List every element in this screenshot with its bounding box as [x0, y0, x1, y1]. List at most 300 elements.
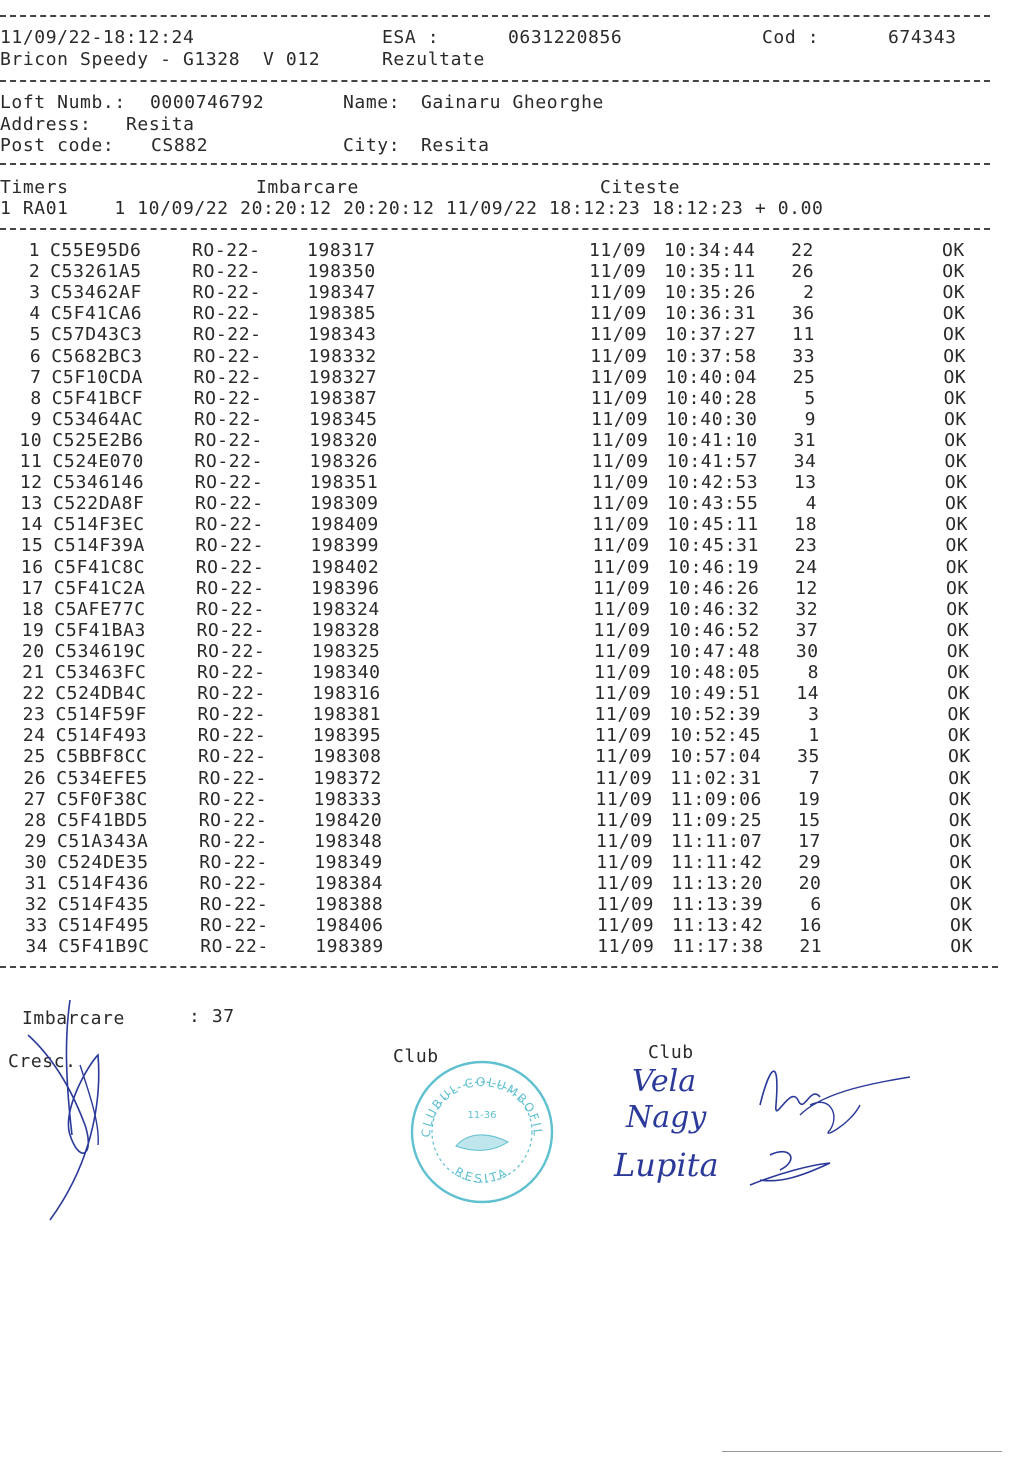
chip-id: C5BBF8CC	[56, 746, 148, 768]
position: 14	[796, 683, 820, 705]
arrival-time: 11:13:42	[672, 915, 764, 937]
ring-number: 198388	[314, 894, 384, 916]
arrival-date: 11/09	[589, 303, 647, 325]
chip-id: C5F41BCF	[51, 387, 144, 409]
arrival-date: 11/09	[596, 894, 654, 916]
status: OK	[950, 936, 974, 958]
position: 26	[791, 261, 815, 283]
arrival-time: 10:45:11	[667, 514, 759, 536]
table-row	[4, 535, 1004, 556]
position: 29	[798, 851, 822, 873]
chip-id: C5F41C8C	[53, 556, 146, 578]
svg-text:RESITA	[452, 1164, 511, 1186]
arrival-date: 11/09	[596, 851, 654, 873]
chip-id: C5AFE77C	[54, 598, 146, 620]
fancier-name: Gainaru Gheorghe	[421, 92, 604, 113]
ring-prefix: RO-22-	[198, 788, 268, 810]
table-row	[6, 725, 1006, 746]
arrival-date: 11/09	[592, 556, 650, 578]
row-number: 3	[29, 282, 41, 304]
chip-id: C514F39A	[53, 535, 145, 557]
ring-prefix: RO-22-	[192, 282, 262, 304]
arrival-time: 11:09:25	[670, 809, 763, 831]
arrival-date: 11/09	[594, 662, 652, 683]
arrival-date: 11/09	[595, 767, 653, 789]
ring-prefix: RO-22-	[198, 767, 267, 789]
status: OK	[948, 767, 972, 789]
handwritten-name-1: Vela	[632, 1064, 697, 1099]
chip-id: C5F0F38C	[56, 788, 148, 810]
post-code-label: Post code:	[0, 135, 115, 156]
arrival-time: 10:42:53	[666, 472, 759, 494]
arrival-time: 10:45:31	[667, 535, 759, 557]
esa-label: ESA :	[382, 27, 440, 48]
ring-prefix: RO-22-	[196, 598, 265, 620]
ring-number: 198343	[308, 324, 377, 346]
arrival-time: 11:02:31	[670, 767, 762, 789]
ring-prefix: RO-22-	[197, 725, 267, 747]
ring-number: 198345	[309, 408, 378, 430]
status: OK	[942, 261, 966, 283]
ring-prefix: RO-22-	[192, 240, 261, 261]
chip-id: C5F10CDA	[51, 366, 143, 388]
table-row	[5, 620, 1005, 641]
chip-id: C514F495	[58, 915, 150, 937]
chip-id: C5F41CA6	[50, 303, 143, 325]
position: 37	[795, 619, 819, 641]
address-label: Address:	[0, 114, 92, 135]
arrival-time: 10:35:26	[664, 282, 756, 304]
loft-number-label: Loft Numb.:	[0, 92, 126, 113]
row-number: 28	[23, 809, 47, 831]
ring-number: 198347	[307, 282, 377, 304]
arrival-time: 10:41:57	[666, 451, 758, 472]
status: OK	[947, 662, 970, 683]
status: OK	[942, 240, 965, 261]
status: OK	[947, 704, 971, 726]
status: OK	[946, 640, 970, 662]
table-row	[3, 493, 1003, 514]
city-value: Resita	[421, 135, 490, 156]
ring-prefix: RO-22-	[196, 640, 266, 662]
table-row	[1, 282, 1001, 303]
row-number: 17	[21, 577, 44, 599]
table-row	[7, 831, 1007, 852]
position: 13	[793, 472, 817, 494]
row-number: 10	[19, 429, 43, 451]
post-code-value: CS882	[151, 135, 209, 156]
chip-id: C5F41BD5	[56, 809, 149, 831]
chip-id: C57D43C3	[51, 324, 143, 346]
position: 15	[797, 809, 821, 831]
arrival-date: 11/09	[593, 640, 651, 662]
ring-prefix: RO-22-	[197, 662, 266, 683]
club-stamp	[408, 1058, 556, 1206]
ring-number: 198349	[314, 851, 383, 873]
arrival-date: 11/09	[590, 324, 648, 346]
arrival-date: 11/09	[597, 936, 655, 958]
chip-id: C55E95D6	[50, 240, 142, 261]
status: OK	[946, 619, 970, 641]
position: 4	[805, 493, 817, 515]
position: 11	[792, 324, 815, 346]
row-number: 30	[24, 851, 48, 873]
stamp-code: 11-36	[467, 1110, 497, 1121]
arrival-time: 11:09:06	[670, 788, 762, 810]
ring-number: 198351	[309, 472, 379, 494]
arrival-time: 10:40:04	[665, 366, 757, 388]
row-number: 22	[22, 683, 46, 705]
status: OK	[950, 915, 973, 937]
ring-prefix: RO-22-	[197, 704, 267, 726]
position: 6	[810, 894, 822, 916]
status: OK	[949, 873, 973, 894]
chip-id: C514F493	[55, 725, 148, 747]
row-number: 13	[20, 493, 43, 515]
arrival-date: 11/09	[595, 788, 653, 810]
arrival-time: 10:57:04	[670, 746, 762, 768]
ring-number: 198389	[315, 936, 384, 958]
chip-id: C5346146	[52, 472, 145, 494]
ring-prefix: RO-22-	[198, 809, 268, 831]
status: OK	[945, 556, 969, 578]
position: 21	[799, 936, 823, 958]
arrival-time: 10:52:45	[669, 725, 762, 747]
arrival-date: 11/09	[594, 725, 652, 747]
chip-id: C514F436	[57, 873, 149, 894]
imbarcare-total-value: : 37	[189, 1006, 235, 1027]
chip-id: C514F3EC	[53, 514, 145, 536]
separator-top	[0, 15, 990, 17]
position: 32	[795, 598, 819, 620]
ring-number: 198326	[309, 451, 379, 472]
device-info: Bricon Speedy - G1328 V 012	[0, 49, 321, 70]
row-number: 29	[24, 830, 47, 852]
status: OK	[949, 851, 973, 873]
arrival-date: 11/09	[591, 472, 649, 494]
status: OK	[944, 408, 967, 430]
ring-number: 198387	[308, 387, 378, 409]
address-value: Resita	[126, 114, 195, 135]
club-label-left: Club	[393, 1046, 439, 1067]
ring-number: 198327	[308, 366, 378, 388]
arrival-time: 11:13:39	[671, 894, 764, 916]
ring-prefix: RO-22-	[195, 556, 265, 578]
chip-id: C53261A5	[50, 261, 142, 283]
name-label: Name:	[343, 92, 401, 113]
ring-prefix: RO-22-	[199, 894, 269, 916]
status: OK	[945, 514, 969, 536]
chip-id: C5682BC3	[51, 345, 143, 367]
arrival-time: 11:13:20	[671, 873, 763, 894]
status: OK	[949, 894, 973, 916]
table-row	[1, 324, 1001, 345]
position: 12	[795, 577, 818, 599]
city-label: City:	[343, 135, 401, 156]
timers-label: Timers	[0, 177, 69, 198]
arrival-date: 11/09	[596, 830, 654, 852]
ring-number: 198348	[314, 830, 383, 852]
position: 17	[798, 830, 821, 852]
row-number: 8	[30, 387, 42, 409]
arrival-time: 10:40:28	[665, 387, 758, 409]
print-datetime: 11/09/22-18:12:24	[0, 27, 195, 48]
arrival-time: 10:35:11	[664, 261, 756, 283]
chip-id: C525E2B6	[52, 429, 144, 451]
separator-header	[0, 80, 990, 82]
row-number: 9	[30, 408, 42, 430]
status: OK	[948, 746, 971, 768]
row-number: 33	[25, 915, 48, 937]
row-number: 16	[20, 556, 44, 578]
chip-id: C524E070	[52, 451, 144, 472]
arrival-date: 11/09	[591, 408, 649, 430]
table-row	[1, 303, 1001, 324]
position: 20	[798, 873, 822, 894]
chip-id: C51A343A	[57, 830, 149, 852]
table-row	[4, 578, 1004, 599]
row-number: 1	[28, 240, 40, 261]
ring-prefix: RO-22-	[194, 451, 264, 472]
ring-number: 198420	[313, 809, 383, 831]
position: 7	[808, 767, 821, 789]
table-row	[7, 852, 1007, 873]
row-number: 32	[24, 894, 48, 916]
ring-number: 198332	[308, 345, 377, 367]
status: OK	[945, 535, 969, 557]
chip-id: C5F41B9C	[58, 936, 150, 958]
row-number: 6	[29, 345, 42, 367]
ring-number: 198409	[310, 514, 379, 536]
ring-number: 198325	[311, 640, 381, 662]
table-row	[2, 388, 1002, 409]
arrival-date: 11/09	[590, 345, 648, 367]
results-table	[0, 240, 1024, 964]
ring-prefix: RO-22-	[194, 408, 263, 430]
table-row	[2, 430, 1002, 451]
status: OK	[943, 366, 967, 388]
row-number: 24	[22, 725, 46, 747]
row-number: 7	[30, 366, 42, 388]
arrival-date: 11/09	[590, 366, 648, 388]
arrival-date: 11/09	[595, 746, 653, 768]
position: 2	[803, 282, 815, 304]
position: 3	[808, 704, 820, 726]
imbarcare-total-label: Imbarcare	[22, 1008, 125, 1029]
ring-prefix: RO-22-	[199, 830, 268, 852]
arrival-date: 11/09	[592, 493, 650, 515]
arrival-time: 10:47:48	[668, 640, 761, 662]
position: 24	[794, 556, 818, 578]
arrival-date: 11/09	[592, 514, 650, 536]
table-row	[6, 746, 1006, 767]
position: 34	[793, 451, 817, 472]
chip-id: C514F59F	[55, 704, 147, 726]
arrival-time: 10:52:39	[669, 704, 761, 726]
ring-number: 198340	[312, 662, 381, 683]
ring-number: 198328	[311, 619, 381, 641]
position: 22	[791, 240, 814, 261]
ring-prefix: RO-22-	[195, 535, 265, 557]
position: 1	[808, 725, 820, 747]
ring-number: 198309	[310, 493, 379, 515]
chip-id: C524DE35	[57, 851, 149, 873]
position: 9	[804, 408, 816, 430]
ring-number: 198317	[307, 240, 376, 261]
status: OK	[945, 493, 968, 515]
document-title: Rezultate	[382, 49, 485, 70]
ring-number: 198381	[312, 704, 382, 726]
row-number: 27	[23, 788, 47, 810]
chip-id: C534EFE5	[56, 767, 148, 789]
row-number: 5	[29, 324, 41, 346]
table-row	[3, 514, 1003, 535]
position: 31	[793, 429, 817, 451]
arrival-date: 11/09	[593, 577, 651, 599]
arrival-time: 10:46:26	[668, 577, 760, 599]
table-row	[1, 346, 1001, 367]
row-number: 18	[21, 598, 45, 620]
ring-prefix: RO-22-	[200, 936, 269, 958]
status: OK	[949, 830, 972, 852]
separator-timers	[0, 228, 990, 230]
imbarcare-header: Imbarcare	[256, 177, 359, 198]
ring-number: 198308	[313, 746, 382, 768]
position: 5	[804, 387, 816, 409]
ring-number: 198320	[309, 429, 378, 451]
svg-text:CLUBUL COLUMBOFIL	[419, 1075, 545, 1138]
arrival-time: 10:37:58	[665, 345, 757, 367]
loft-number: 0000746792	[150, 92, 265, 113]
citeste-header: Citeste	[600, 177, 681, 198]
arrival-time: 10:37:27	[665, 324, 757, 346]
ring-prefix: RO-22-	[195, 514, 264, 536]
row-number: 11	[19, 451, 43, 472]
arrival-time: 10:40:30	[666, 408, 758, 430]
table-row	[5, 662, 1005, 683]
status: OK	[944, 451, 968, 472]
ring-prefix: RO-22-	[194, 429, 263, 451]
chip-id: C5F41C2A	[54, 577, 146, 599]
table-row	[6, 768, 1006, 789]
table-row	[2, 409, 1002, 430]
table-row	[8, 894, 1008, 915]
table-row	[8, 915, 1008, 936]
arrival-time: 11:11:07	[671, 830, 763, 852]
arrival-time: 10:43:55	[667, 493, 759, 515]
table-row	[4, 557, 1004, 578]
table-row	[2, 367, 1002, 388]
status: OK	[943, 387, 967, 409]
arrival-time: 10:36:31	[664, 303, 757, 325]
chip-id: C53463FC	[55, 662, 147, 683]
table-row	[0, 240, 1000, 261]
table-row	[7, 810, 1007, 831]
arrival-time: 10:34:44	[664, 240, 756, 261]
status: OK	[943, 324, 966, 346]
row-number: 21	[22, 662, 45, 683]
breeder-signature	[10, 995, 120, 1225]
arrival-date: 11/09	[597, 915, 655, 937]
row-number: 26	[23, 767, 47, 789]
ring-number: 198406	[315, 915, 384, 937]
row-number: 14	[20, 514, 44, 536]
separator-loft	[0, 163, 990, 165]
ring-prefix: RO-22-	[193, 366, 263, 388]
position: 35	[797, 746, 820, 768]
table-row	[7, 789, 1007, 810]
position: 36	[791, 303, 815, 325]
row-number: 12	[19, 472, 43, 494]
handwritten-name-2: Nagy	[626, 1100, 707, 1135]
ring-prefix: RO-22-	[195, 493, 264, 515]
ring-prefix: RO-22-	[197, 683, 266, 705]
scan-line	[722, 1451, 1002, 1452]
status: OK	[948, 809, 972, 831]
status: OK	[942, 303, 966, 325]
ring-number: 198324	[311, 598, 380, 620]
status: OK	[943, 345, 967, 367]
ring-prefix: RO-22-	[193, 324, 262, 346]
row-number: 25	[23, 746, 46, 768]
ring-prefix: RO-22-	[198, 746, 267, 768]
table-row	[3, 451, 1003, 472]
ring-number: 198402	[310, 556, 380, 578]
ring-number: 198395	[312, 725, 382, 747]
ring-prefix: RO-22-	[192, 303, 262, 325]
ring-number: 198333	[313, 788, 383, 810]
status: OK	[944, 472, 968, 494]
status: OK	[948, 788, 972, 810]
row-number: 15	[20, 535, 44, 557]
arrival-date: 11/09	[591, 429, 649, 451]
arrival-time: 10:48:05	[669, 662, 761, 683]
ring-number: 198350	[307, 261, 376, 283]
ring-prefix: RO-22-	[196, 619, 266, 641]
ring-prefix: RO-22-	[194, 472, 264, 494]
table-row	[8, 873, 1008, 894]
table-row	[5, 641, 1005, 662]
status: OK	[942, 282, 966, 304]
handwritten-name-3: Lupita	[614, 1146, 719, 1184]
club-signatures	[740, 1045, 930, 1195]
arrival-date: 11/09	[592, 535, 650, 557]
position: 30	[795, 640, 819, 662]
arrival-date: 11/09	[589, 240, 647, 261]
row-number: 23	[22, 704, 46, 726]
row-number: 31	[24, 873, 48, 894]
ring-prefix: RO-22-	[193, 387, 263, 409]
ring-prefix: RO-22-	[199, 851, 268, 873]
chip-id: C522DA8F	[53, 493, 145, 515]
ring-prefix: RO-22-	[200, 915, 269, 937]
separator-table-end	[0, 966, 998, 968]
position: 33	[792, 345, 816, 367]
ring-number: 198372	[313, 767, 382, 789]
timer-line: 1 RA01 1 10/09/22 20:20:12 20:20:12 11/09/22 18:12:23 18:12:23 + 0.00	[0, 198, 824, 219]
row-number: 34	[25, 936, 49, 958]
arrival-time: 10:49:51	[669, 683, 761, 705]
arrival-time: 10:41:10	[666, 429, 758, 451]
chip-id: C514F435	[57, 894, 150, 916]
status: OK	[946, 577, 969, 599]
arrival-date: 11/09	[594, 704, 652, 726]
arrival-date: 11/09	[593, 619, 651, 641]
ring-number: 198385	[307, 303, 377, 325]
cod-label: Cod :	[762, 27, 820, 48]
arrival-date: 11/09	[595, 809, 653, 831]
chip-id: C524DB4C	[55, 683, 147, 705]
